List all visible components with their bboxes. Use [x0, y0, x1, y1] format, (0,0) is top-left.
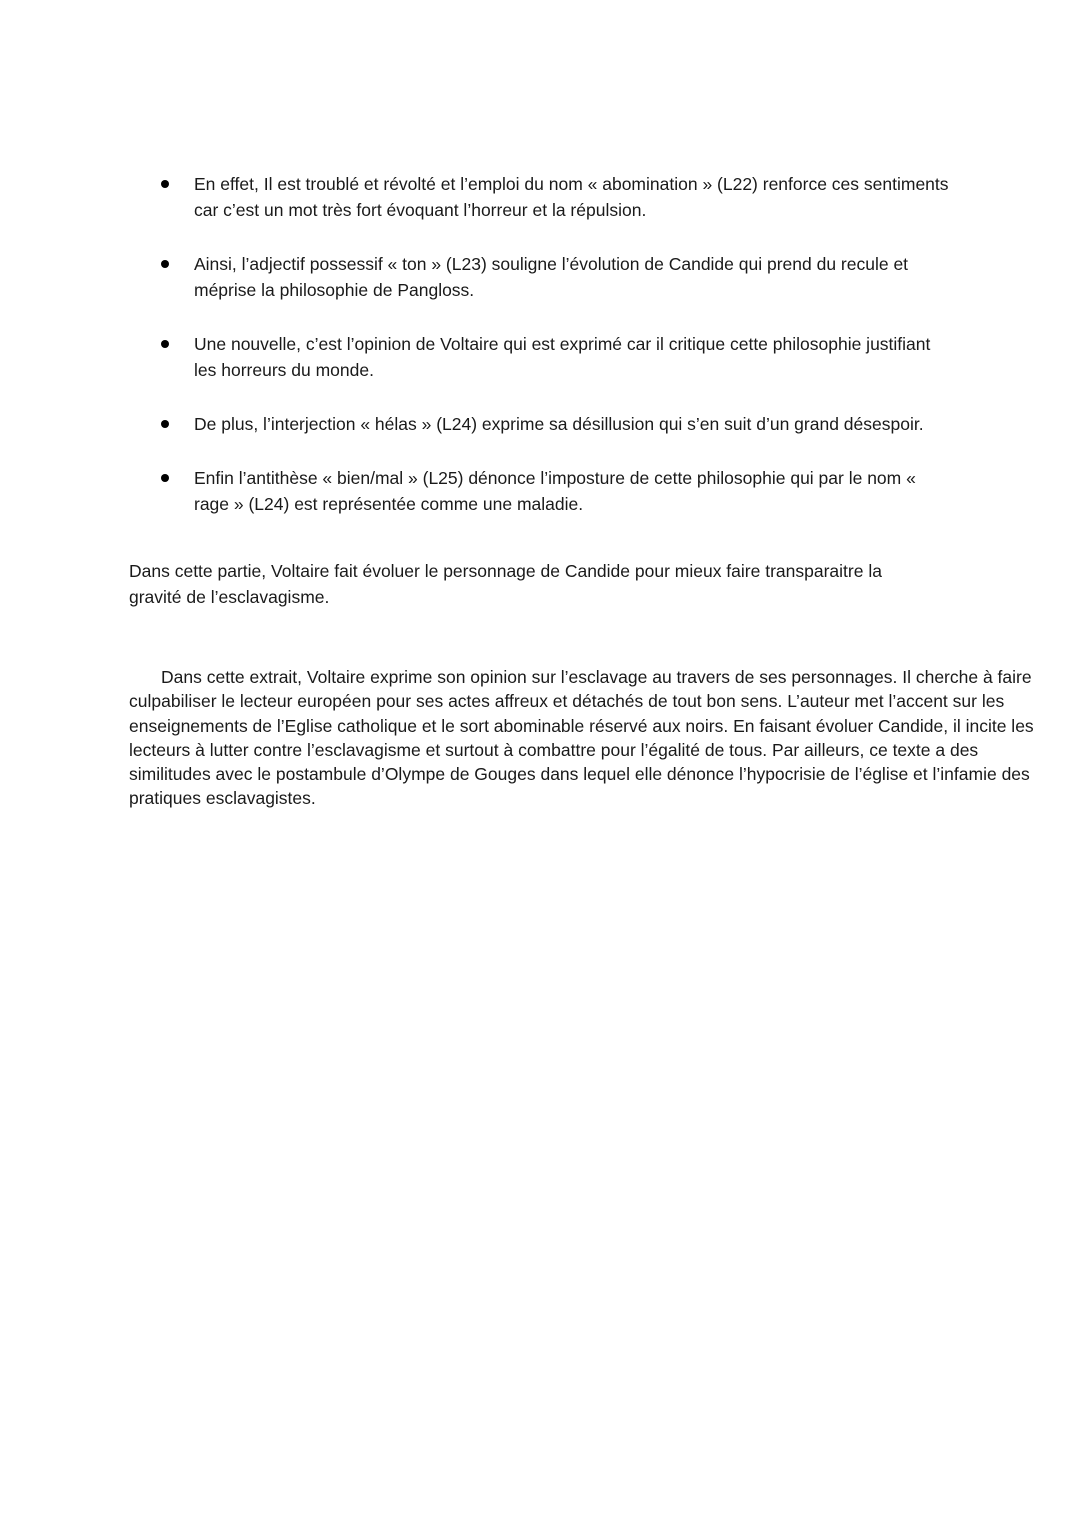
bullet-text: En effet, Il est troublé et révolté et l’emploi du nom « abomination » (L22) renforce ces sentiments car c’est un mot très fort évoquant l’horreur et la répulsion.: [194, 174, 949, 220]
bullet-item: [150, 251, 950, 303]
bullet-text: De plus, l’interjection « hélas » (L24) exprime sa désillusion qui s’en suit d’un grand désespoir.: [194, 414, 924, 434]
bullet-item: [150, 171, 950, 223]
final-conclusion-paragraph: Dans cette extrait, Voltaire exprime son opinion sur l’esclavage au travers de ses personnages. Il cherche à faire culpabiliser le lecteur européen pour ses actes affreux et détachés de tout bon sens. L’auteur met l’accent sur les enseignements de l’Eglise catholique et le sort abominable réservé aux noirs. En faisant évoluer Candide, il incite les lecteurs à lutter contre l’esclavagisme et surtout à combattre pour l’égalité de tous. Par ailleurs, ce texte a des similitudes avec le postambule d’Olympe de Gouges dans lequel elle dénonce l’hypocrisie de l’église et l’infamie des pratiques esclavagistes.: [129, 667, 1034, 809]
bullet-dot-icon: [161, 420, 169, 428]
bullet-dot-icon: [161, 260, 169, 268]
bullet-dot-icon: [161, 474, 169, 482]
bullet-item: [150, 465, 950, 517]
bullet-item: [150, 411, 950, 437]
bullet-text: Une nouvelle, c’est l’opinion de Voltaire qui est exprimé car il critique cette philosophie justifiant les horreurs du monde.: [194, 334, 931, 380]
bullet-text: Ainsi, l’adjectif possessif « ton » (L23) souligne l’évolution de Candide qui prend du recule et méprise la philosophie de Pangloss.: [194, 254, 909, 300]
bullet-list: [150, 171, 950, 545]
bullet-dot-icon: [161, 340, 169, 348]
bullet-item: [150, 331, 950, 383]
bullet-dot-icon: [161, 180, 169, 188]
bullet-text: Enfin l’antithèse « bien/mal » (L25) dénonce l’imposture de cette philosophie qui par le nom « rage » (L24) est représentée comme une maladie.: [194, 468, 916, 514]
section-conclusion-paragraph: Dans cette partie, Voltaire fait évoluer le personnage de Candide pour mieux faire transparaitre la gravité de l’esclavagisme.: [129, 561, 882, 607]
